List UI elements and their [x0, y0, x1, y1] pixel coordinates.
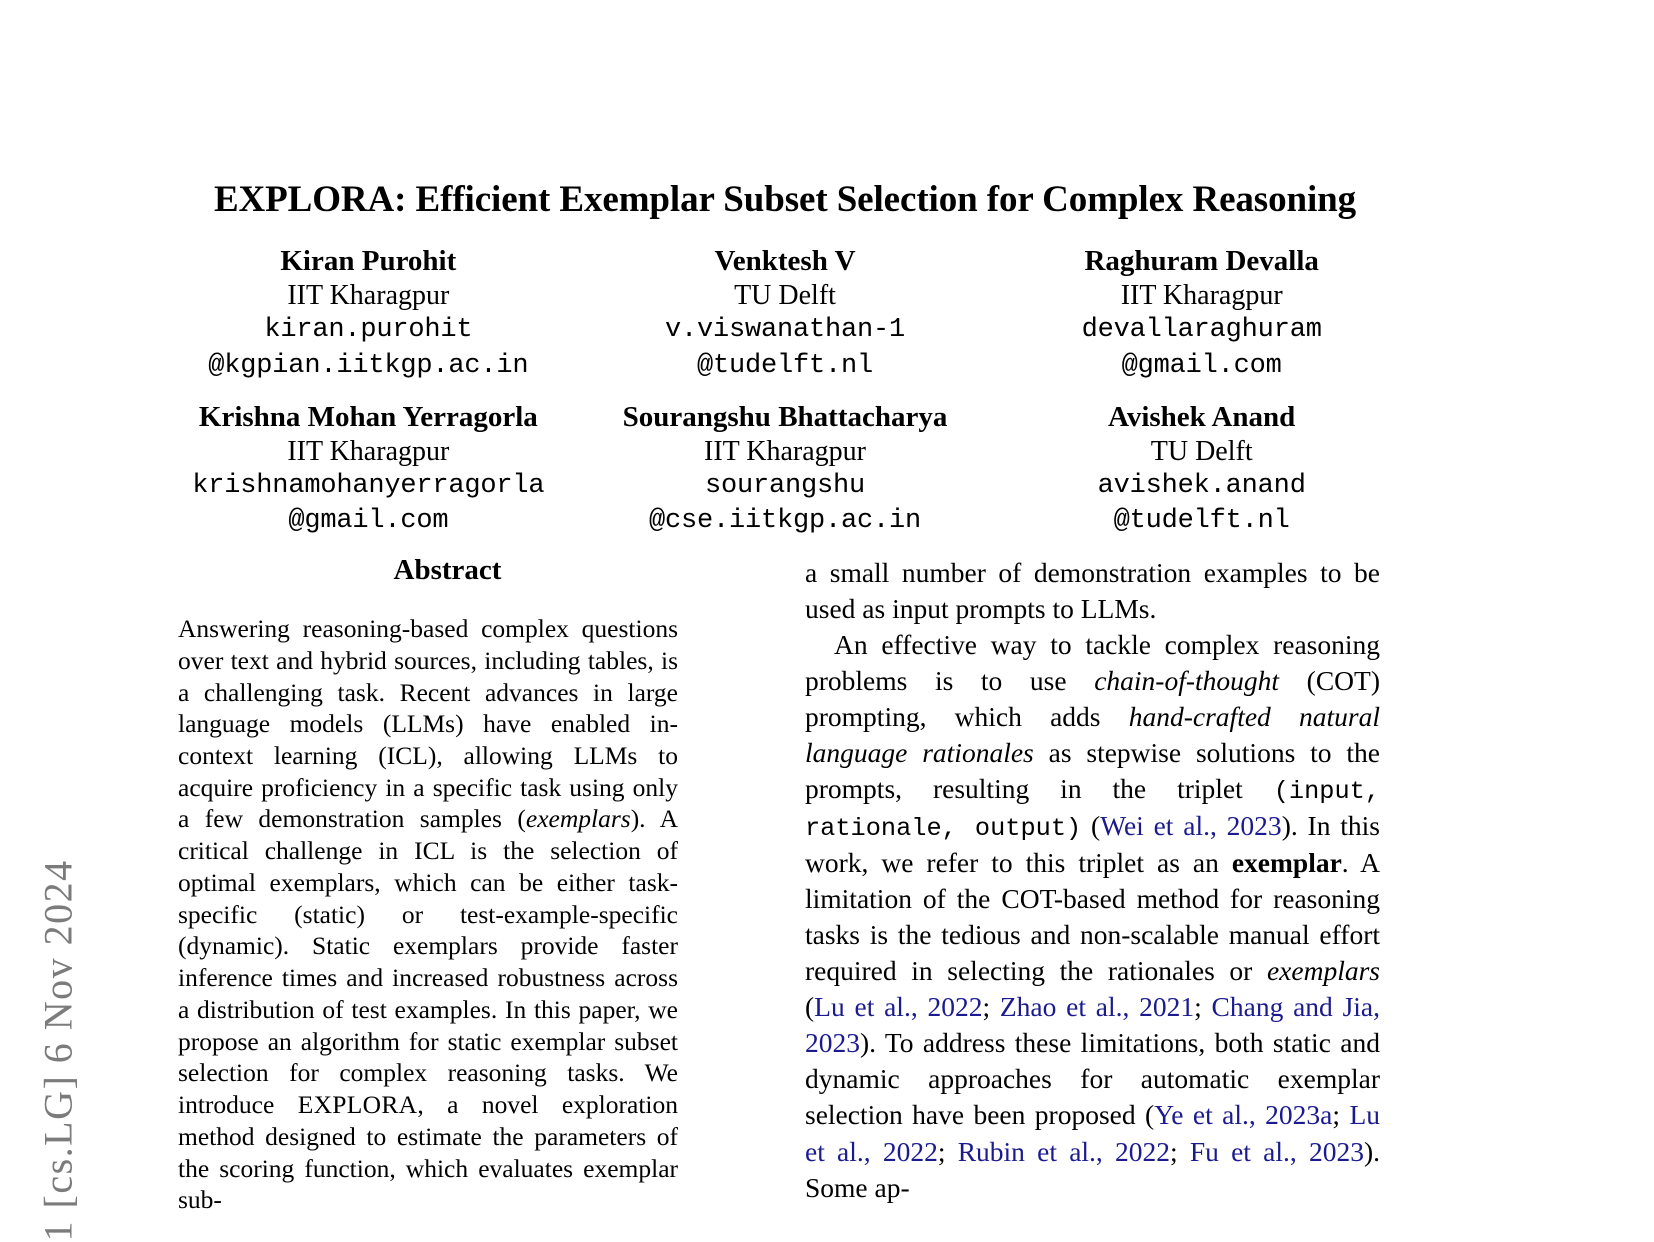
- citation-link[interactable]: Ye et al., 2023a: [1154, 1099, 1333, 1131]
- arxiv-margin-stamp: 1 [cs.LG] 6 Nov 2024: [35, 859, 81, 1242]
- two-column-body: [160, 550, 1410, 1216]
- citation-link[interactable]: Lu et al., 2022: [814, 991, 983, 1023]
- inline-code: (input, rationale, output): [805, 777, 1380, 844]
- author-affiliation: IIT Kharagpur: [287, 435, 450, 467]
- citation-link[interactable]: Lu et al., 2022: [805, 1099, 1381, 1167]
- author-email-line-1: devallaraghuram: [1081, 314, 1322, 345]
- strong-span: exemplar: [1231, 847, 1342, 879]
- author-email-line-1: kiran.purohit: [264, 314, 473, 345]
- author-email-line-2: @gmail.com: [1121, 350, 1282, 381]
- paper-page: [160, 0, 1410, 1241]
- abstract-text: Answering reasoning-based complex questions over text and hybrid sources, including tables, is a challenging task. Recent advances in large language models (LLMs) have enabled in-context learning (ICL), allowing LLMs to acquire proficiency in a specific task using only a few demonstration samples (exemplars). A critical challenge in ICL is the selection of optimal exemplars, which can be either task-specific (static) or test-example-specific (dynamic). Static exemplars provide faster inference times and increased robustness across a distribution of test examples. In this paper, we propose an algorithm for static exemplar subset selection for complex reasoning tasks. We introduce EXPLORA, a novel exploration method designed to estimate the parameters of the scoring function, which evaluates exemplar sub-: [178, 614, 679, 1215]
- author-name: Kiran Purohit: [280, 245, 457, 278]
- author-email-line-1: sourangshu: [704, 470, 866, 501]
- author-email-line-2: @tudelft.nl: [696, 350, 874, 381]
- author-block-avishek-anand: [993, 402, 1410, 540]
- emphasis-span: chain-of-thought: [1094, 665, 1280, 697]
- author-block-venktesh-v: [577, 246, 994, 384]
- author-name: Sourangshu Bhattacharya: [622, 401, 948, 434]
- author-email-line-1: avishek.anand: [1097, 470, 1306, 501]
- citation-link[interactable]: Wei et al., 2023: [1100, 810, 1282, 842]
- author-name: Krishna Mohan Yerragorla: [198, 401, 538, 434]
- author-email-line-1: krishnamohanyerragorla: [192, 470, 545, 501]
- author-email-line-1: v.viswanathan-1: [664, 314, 906, 345]
- abstract-heading: Abstract: [393, 554, 502, 587]
- author-affiliation: TU Delft: [1150, 435, 1253, 467]
- author-email-line-2: @gmail.com: [288, 506, 449, 537]
- emphasis-span: exemplars: [525, 804, 631, 834]
- citation-link[interactable]: Rubin et al., 2022: [957, 1135, 1170, 1167]
- author-email-line-2: @kgpian.iitkgp.ac.in: [208, 350, 529, 381]
- author-row-first: [160, 246, 1410, 384]
- author-email-line-2: @cse.iitkgp.ac.in: [648, 506, 922, 537]
- citation-link[interactable]: Chang and Jia, 2023: [805, 991, 1380, 1059]
- author-email-line-2: @tudelft.nl: [1113, 506, 1290, 537]
- author-block-sourangshu-bhattacharya: [577, 402, 994, 540]
- intro-paragraph-cot: An effective way to tackle complex reasoning problems is to use chain-of-thought (COT) prompting, which adds hand-crafted natural language rationales as stepwise solutions to the prompts, resulting in the triplet (input, rationale, output) (Wei et al., 2023). In this work, we refer to this triplet as an exemplar. A limitation of the COT-based method for reasoning tasks is the tedious and non-scalable manual effort required in selecting the rationales or exemplars (Lu et al., 2022; Zhao et al., 2021; Chang and Jia, 2023). To address these limitations, both static and dynamic approaches for automatic exemplar selection have been proposed (Ye et al., 2023a; Lu et al., 2022; Rubin et al., 2022; Fu et al., 2023). Some ap-: [805, 629, 1381, 1203]
- citation-link[interactable]: Fu et al., 2023: [1189, 1135, 1364, 1167]
- author-affiliation: IIT Kharagpur: [1120, 279, 1283, 311]
- left-column: [160, 550, 735, 1216]
- author-block-kiran-purohit: [160, 246, 577, 384]
- author-name: Raghuram Devalla: [1084, 245, 1319, 278]
- emphasis-span: exemplars: [1266, 955, 1380, 987]
- author-row-second: [160, 402, 1410, 540]
- page-title: EXPLORA: Efficient Exemplar Subset Selection for Complex Reasoning: [213, 179, 1357, 220]
- author-block-raghuram-devalla: [993, 246, 1410, 384]
- author-name: Avishek Anand: [1108, 401, 1296, 434]
- emphasis-span: hand-crafted natural language rationales: [805, 701, 1380, 769]
- intro-paragraph-continued: a small number of demonstration examples to be used as input prompts to LLMs.: [805, 557, 1380, 625]
- author-name: Venktesh V: [714, 245, 856, 278]
- right-column: [805, 550, 1380, 1216]
- author-affiliation: TU Delft: [734, 279, 836, 311]
- author-affiliation: IIT Kharagpur: [287, 279, 450, 311]
- author-affiliation: IIT Kharagpur: [704, 435, 866, 467]
- smallcaps-span: EXPLORA: [297, 1090, 418, 1120]
- author-block-krishna-mohan-yerragorla: [160, 402, 577, 540]
- citation-link[interactable]: Zhao et al., 2021: [999, 991, 1195, 1023]
